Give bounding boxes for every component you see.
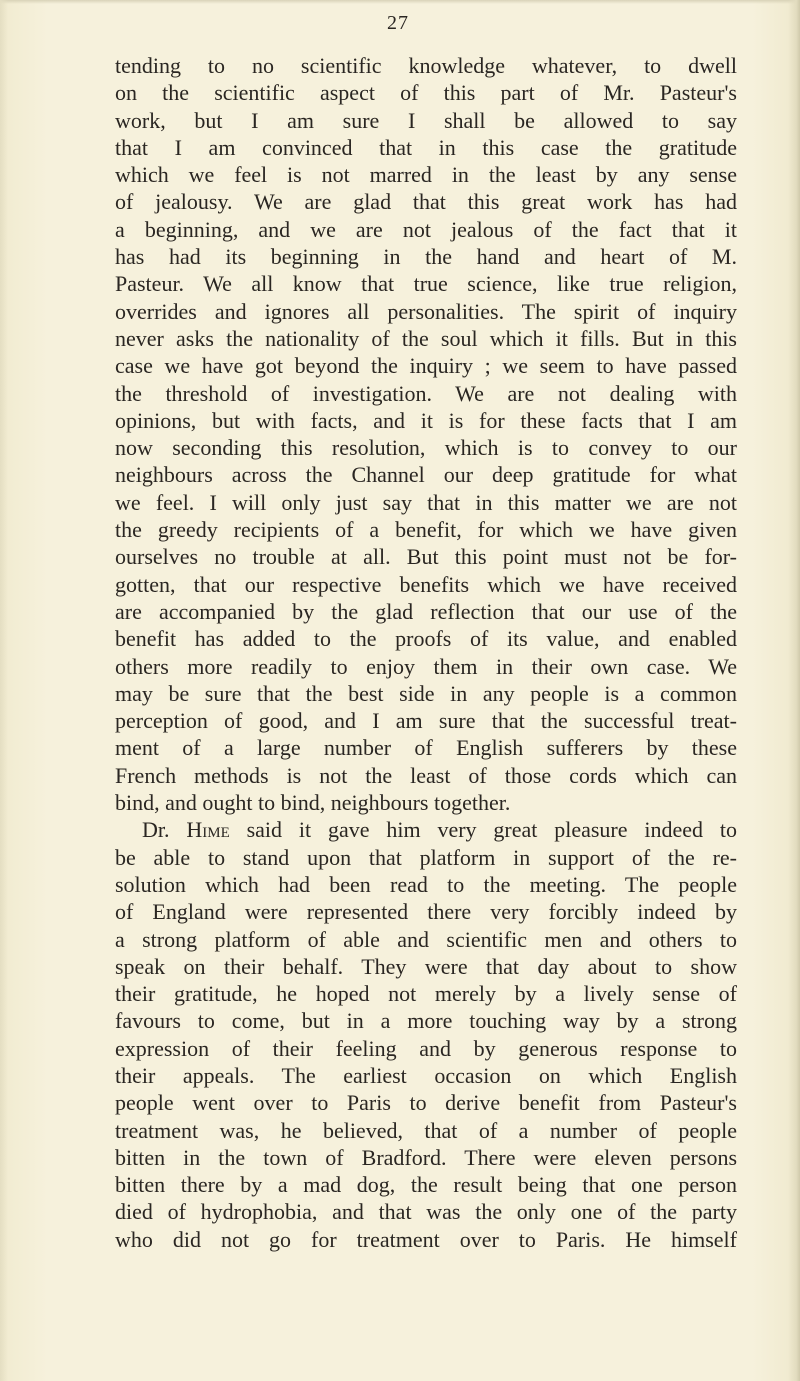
text-line: benefit has added to the proofs of its value, and enabled — [115, 626, 737, 652]
text-line: a strong platform of able and scientific men and others to — [115, 926, 737, 952]
speaker-line-rest: said it gave him very great pleasure indeed to — [229, 817, 737, 843]
text-line: their appeals. The earliest occasion on which English — [115, 1062, 737, 1088]
text-line: died of hydrophobia, and that was the only one of the party — [115, 1199, 737, 1225]
text-line: Pasteur. We all know that true science, like true religion, — [115, 271, 737, 297]
text-line: expression of their feeling and by generous response to — [115, 1035, 737, 1061]
text-line: treatment was, he believed, that of a number of people — [115, 1117, 737, 1143]
text-line: favours to come, but in a more touching way by a strong — [115, 1008, 737, 1034]
text-line: on the scientific aspect of this part of Mr. Pasteur's — [115, 80, 737, 106]
text-line: of jealousy. We are glad that this great work has had — [115, 189, 737, 215]
text-line: people went over to Paris to derive benefit from Pasteur's — [115, 1090, 737, 1116]
speaker-prefix: Dr. — [142, 817, 187, 843]
text-line: gotten, that our respective benefits which we have received — [115, 571, 737, 597]
text-line: may be sure that the best side in any people is a common — [115, 680, 737, 706]
page-top-edge — [0, 0, 800, 4]
text-line: are accompanied by the glad reflection that our use of the — [115, 598, 737, 624]
text-line: the greedy recipients of a benefit, for which we have given — [115, 517, 737, 543]
text-line: neighbours across the Channel our deep gratitude for what — [115, 462, 737, 488]
text-line: the threshold of investigation. We are not dealing with — [115, 380, 737, 406]
text-line: never asks the nationality of the soul which it fills. But in this — [115, 325, 737, 351]
text-line: we feel. I will only just say that in this matter we are not — [115, 489, 737, 515]
page-right-edge — [788, 0, 800, 1381]
text-line: work, but I am sure I shall be allowed to say — [115, 107, 737, 133]
text-line: their gratitude, he hoped not merely by a lively sense of — [115, 981, 737, 1007]
text-line: a beginning, and we are not jealous of the fact that it — [115, 216, 737, 242]
page-number: 27 — [387, 12, 409, 34]
text-line: solution which had been read to the meeting. The people — [115, 871, 737, 897]
text-line: of England were represented there very forcibly indeed by — [115, 899, 737, 925]
text-line: bitten in the town of Bradford. There were eleven persons — [115, 1144, 737, 1170]
paragraph-start-line — [115, 816, 737, 843]
text-line: be able to stand upon that platform in support of the re- — [115, 844, 737, 870]
text-line: case we have got beyond the inquiry ; we seem to have passed — [115, 353, 737, 379]
body-text — [115, 52, 737, 1253]
text-line: opinions, but with facts, and it is for these facts that I am — [115, 407, 737, 433]
text-line: overrides and ignores all personalities. The spirit of inquiry — [115, 298, 737, 324]
text-line: speak on their behalf. They were that day about to show — [115, 953, 737, 979]
page-left-edge — [0, 0, 8, 1381]
text-line: ment of a large number of English sufferers by these — [115, 735, 737, 761]
paragraph-end-line: bind, and ought to bind, neighbours together. — [115, 790, 511, 816]
speaker-name: Hime — [186, 817, 230, 843]
text-line: others more readily to enjoy them in their own case. We — [115, 653, 737, 679]
text-line: that I am convinced that in this case the gratitude — [115, 134, 737, 160]
text-line: perception of good, and I am sure that the successful treat- — [115, 708, 737, 734]
text-line: ourselves no trouble at all. But this point must not be for- — [115, 544, 737, 570]
text-line: has had its beginning in the hand and heart of M. — [115, 244, 737, 270]
text-line: bitten there by a mad dog, the result being that one person — [115, 1172, 737, 1198]
text-line: now seconding this resolution, which is to convey to our — [115, 435, 737, 461]
text-line: tending to no scientific knowledge whatever, to dwell — [115, 53, 737, 78]
text-line: who did not go for treatment over to Paris. He himself — [115, 1226, 737, 1252]
text-line: which we feel is not marred in the least by any sense — [115, 162, 737, 188]
text-line: French methods is not the least of those cords which can — [115, 762, 737, 788]
